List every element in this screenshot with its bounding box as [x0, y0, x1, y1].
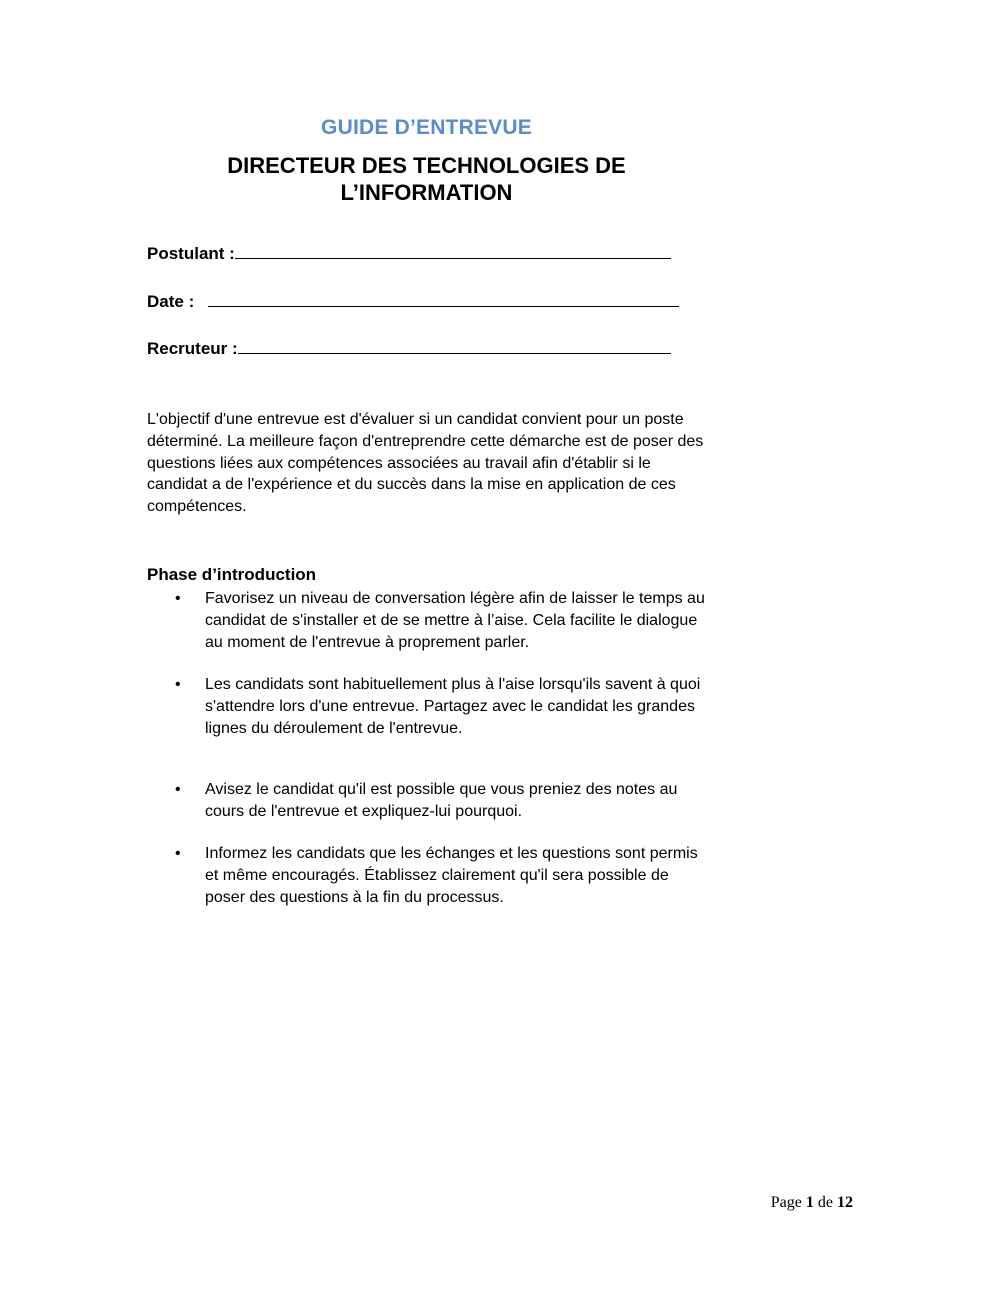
bullet-item-2: Les candidats sont habituellement plus à l'aise lorsqu'ils savent à quoi s'attendre lors d'une entrevue. Partagez avec le candidat les grandes lignes du déroulement de l'entrevue.: [205, 676, 701, 737]
recruiter-label: Recruteur :: [147, 339, 238, 358]
page-number-footer: [771, 1194, 853, 1212]
applicant-field: [147, 240, 671, 264]
guide-title: GUIDE D’ENTREVUE: [321, 116, 532, 139]
footer-total-pages: 12: [837, 1194, 853, 1211]
bullet-item-1: Favorisez un niveau de conversation légère afin de laisser le temps au candidat de s'installer et de se mettre à l’aise. Cela facilite le dialogue au moment de l'entrevue à proprement parler.: [205, 590, 705, 651]
job-title-line-1: DIRECTEUR DES TECHNOLOGIES DE: [227, 153, 626, 178]
bullet-item-3: Avisez le candidat qu'il est possible que vous preniez des notes au cours de l'entrevue et expliquez-lui pourquoi.: [205, 781, 678, 820]
intro-paragraph: L'objectif d'une entrevue est d'évaluer si un candidat convient pour un poste déterminé. La meilleure façon d'entreprendre cette démarche est de poser des questions liées aux compétences associées au travail afin d'établir si le candidat a de l'expérience et du succès dans la mise en application de ces compétences.: [147, 411, 704, 516]
applicant-blank-line[interactable]: [235, 240, 671, 259]
footer-page-word: Page: [770, 1194, 802, 1211]
job-title-line-2: L’INFORMATION: [340, 180, 513, 205]
section-heading: Phase d’introduction: [147, 565, 317, 584]
date-label: Date :: [147, 292, 195, 311]
job-title: [0, 152, 853, 206]
bullet-marker: •: [175, 676, 181, 693]
recruiter-blank-line[interactable]: [238, 335, 671, 354]
bullet-item-4: Informez les candidats que les échanges et les questions sont permis et même encouragés. Établissez clairement qu'il sera possible de poser des questions à la fin du processus.: [205, 845, 698, 906]
recruiter-field: [147, 335, 671, 359]
bullet-marker: •: [175, 590, 181, 607]
bullet-marker: •: [175, 845, 181, 862]
footer-current-page: 1: [805, 1194, 814, 1211]
footer-of-word: de: [817, 1194, 833, 1211]
bullet-marker: •: [175, 781, 181, 798]
date-blank-line[interactable]: [208, 288, 679, 307]
applicant-label: Postulant :: [147, 244, 235, 263]
date-field: [147, 288, 679, 312]
